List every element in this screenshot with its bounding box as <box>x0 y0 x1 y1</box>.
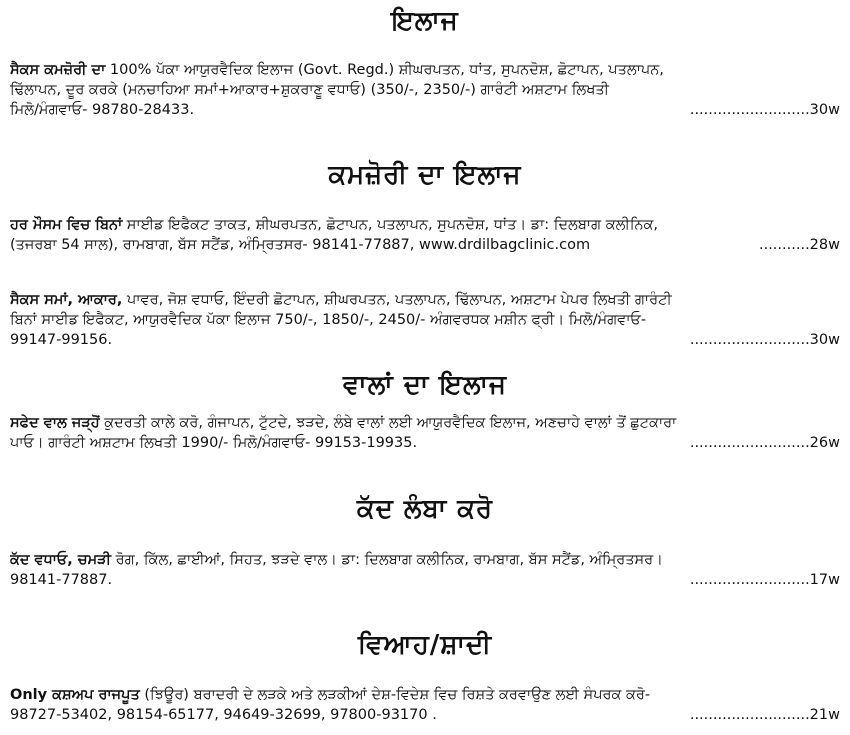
ad-word-count: ..........................21w <box>689 707 840 723</box>
ad-hair <box>10 413 840 453</box>
ad-lead: ਸਫੇਦ ਵਾਲ ਜੜ੍ਹੋਂ <box>10 415 100 431</box>
ad-contact: ਪਾਓ। ਗਾਰੰਟੀ ਅਸ਼ਟਾਮ ਲਿਖਤੀ 1990/- ਮਿਲੋ/ਮੰਗਵਾਓ- 99153-19935. <box>10 435 418 451</box>
ad-line: ਬਿਨਾਂ ਸਾਈਡ ਇਫੈਕਟ, ਆਯੁਰਵੈਦਿਕ ਪੱਕਾ ਇਲਾਜ 750/-, 1850/-, 2450/- ਅੰਗਵਰਧਕ ਮਸ਼ੀਨ ਫ੍ਰੀ। ਮਿਲੋ/ਮੰਗਵਾਓ- <box>10 312 647 328</box>
ad-lead: ਸੈਕਸ ਕਮਜ਼ੋਰੀ ਦਾ <box>10 62 106 78</box>
ad-text: 100% ਪੱਕਾ ਆਯੁਰਵੈਦਿਕ ਇਲਾਜ (Govt. Regd.) ਸ਼ੀਘਰਪਤਨ, ਧਾਂਤ, ਸੁਪਨਦੋਸ਼, ਛੋਟਾਪਨ, ਪਤਲਾਪਨ, <box>109 62 664 78</box>
ad-word-count: ..........................30w <box>689 102 840 118</box>
ad-contact: (ਤਜਰਬਾ 54 ਸਾਲ), ਰਾਮਬਾਗ, ਬੱਸ ਸਟੈਂਡ, ਅੰਮ੍ਰਿਤਸਰ- 98141-77887, www.drdilbagclinic.com <box>10 237 591 253</box>
ad-contact: ਮਿਲੋ/ਮੰਗਵਾਓ- 98780-28433. <box>10 102 195 118</box>
ad-height-skin <box>10 550 840 590</box>
ad-lead: Only ਕਸ਼ਅਪ ਰਾਜਪੂਤ <box>10 687 140 703</box>
ad-word-count: ...........28w <box>758 237 840 253</box>
ad-line <box>10 433 840 453</box>
ad-word-count: ..........................17w <box>689 572 840 588</box>
ad-contact: 99147-99156. <box>10 332 113 348</box>
ad-lead: ਕੱਦ ਵਧਾਓ, ਚਮੜੀ <box>10 552 111 568</box>
ad-lead: ਹਰ ਮੌਸਮ ਵਿਚ ਬਿਨਾਂ <box>10 217 123 233</box>
ad-line <box>10 235 840 255</box>
ad-dilbag-clinic <box>10 215 840 255</box>
ad-contact: 98727-53402, 98154-65177, 94649-32699, 97800-93170 . <box>10 707 437 723</box>
ad-line <box>10 60 840 80</box>
ad-line <box>10 685 840 705</box>
ad-sex-power <box>10 290 840 350</box>
section-heading-height: ਕੱਦ ਲੰਬਾ ਕਰੋ <box>356 494 494 524</box>
ad-sex-weakness <box>10 60 840 120</box>
ad-line <box>10 413 840 433</box>
ad-line <box>10 550 840 570</box>
ad-word-count: ..........................26w <box>689 435 840 451</box>
ad-matrimonial <box>10 685 840 725</box>
ad-line <box>10 100 840 120</box>
ad-word-count: ..........................30w <box>689 332 840 348</box>
ad-line <box>10 570 840 590</box>
section-heading-hair-treatment: ਵਾਲਾਂ ਦਾ ਇਲਾਜ <box>343 370 507 400</box>
ad-text: (ਝਿਊਰ) ਬਰਾਦਰੀ ਦੇ ਲੜਕੇ ਅਤੇ ਲੜਕੀਆਂ ਦੇਸ਼-ਵਿਦੇਸ਼ ਵਿਚ ਰਿਸ਼ਤੇ ਕਰਵਾਉਣ ਲਈ ਸੰਪਰਕ ਕਰੋ- <box>144 687 651 703</box>
ad-contact: 98141-77887. <box>10 572 113 588</box>
ad-text: ਰੋਗ, ਕਿੱਲ, ਛਾਈਆਂ, ਸਿਹਤ, ਝੜਦੇ ਵਾਲ। ਡਾ: ਦਿਲਬਾਗ ਕਲੀਨਿਕ, ਰਾਮਬਾਗ, ਬੱਸ ਸਟੈਂਡ, ਅੰਮ੍ਰਿਤਸਰ। <box>115 552 663 568</box>
ad-line <box>10 290 840 310</box>
ad-lead: ਸੈਕਸ ਸਮਾਂ, ਆਕਾਰ, <box>10 292 123 308</box>
section-heading-weakness-treatment: ਕਮਜ਼ੋਰੀ ਦਾ ਇਲਾਜ <box>328 160 522 190</box>
ad-line <box>10 330 840 350</box>
ad-line <box>10 215 840 235</box>
ad-line <box>10 705 840 725</box>
ad-text: ਕੁਦਰਤੀ ਕਾਲੇ ਕਰੋ, ਗੰਜਾਪਨ, ਟੁੱਟਦੇ, ਝੜਦੇ, ਲੰਬੇ ਵਾਲਾਂ ਲਈ ਆਯੁਰਵੈਦਿਕ ਇਲਾਜ, ਅਣਚਾਹੇ ਵਾਲਾਂ ਤੋਂ ਛੁਟਕਾਰਾ <box>104 415 677 431</box>
section-heading-marriage: ਵਿਆਹ/ਸ਼ਾਦੀ <box>357 630 493 660</box>
section-heading-ilaj: ਇਲਾਜ <box>391 6 459 36</box>
ad-text: ਸਾਈਡ ਇਫੈਕਟ ਤਾਕਤ, ਸ਼ੀਘਰਪਤਨ, ਛੋਟਾਪਨ, ਪਤਲਾਪਨ, ਸੁਪਨਦੋਸ਼, ਧਾਂਤ। ਡਾ: ਦਿਲਬਾਗ ਕਲੀਨਿਕ, <box>126 217 659 233</box>
ad-text: ਪਾਵਰ, ਜੋਸ਼ ਵਧਾਓ, ਇੰਦਰੀ ਛੋਟਾਪਨ, ਸ਼ੀਘਰਪਤਨ, ਪਤਲਾਪਨ, ਢਿੱਲਾਪਨ, ਅਸ਼ਟਾਮ ਪੇਪਰ ਲਿਖਤੀ ਗਾਰੰਟੀ <box>127 292 672 308</box>
ad-line: ਢਿੱਲਾਪਨ, ਦੂਰ ਕਰਕੇ (ਮਨਚਾਹਿਆ ਸਮਾਂ+ਆਕਾਰ+ਸ਼ੁਕਰਾਣੂ ਵਧਾਓ) (350/-, 2350/-) ਗਾਰੰਟੀ ਅਸ਼ਟਾਮ ਲਿਖਤੀ <box>10 82 610 98</box>
